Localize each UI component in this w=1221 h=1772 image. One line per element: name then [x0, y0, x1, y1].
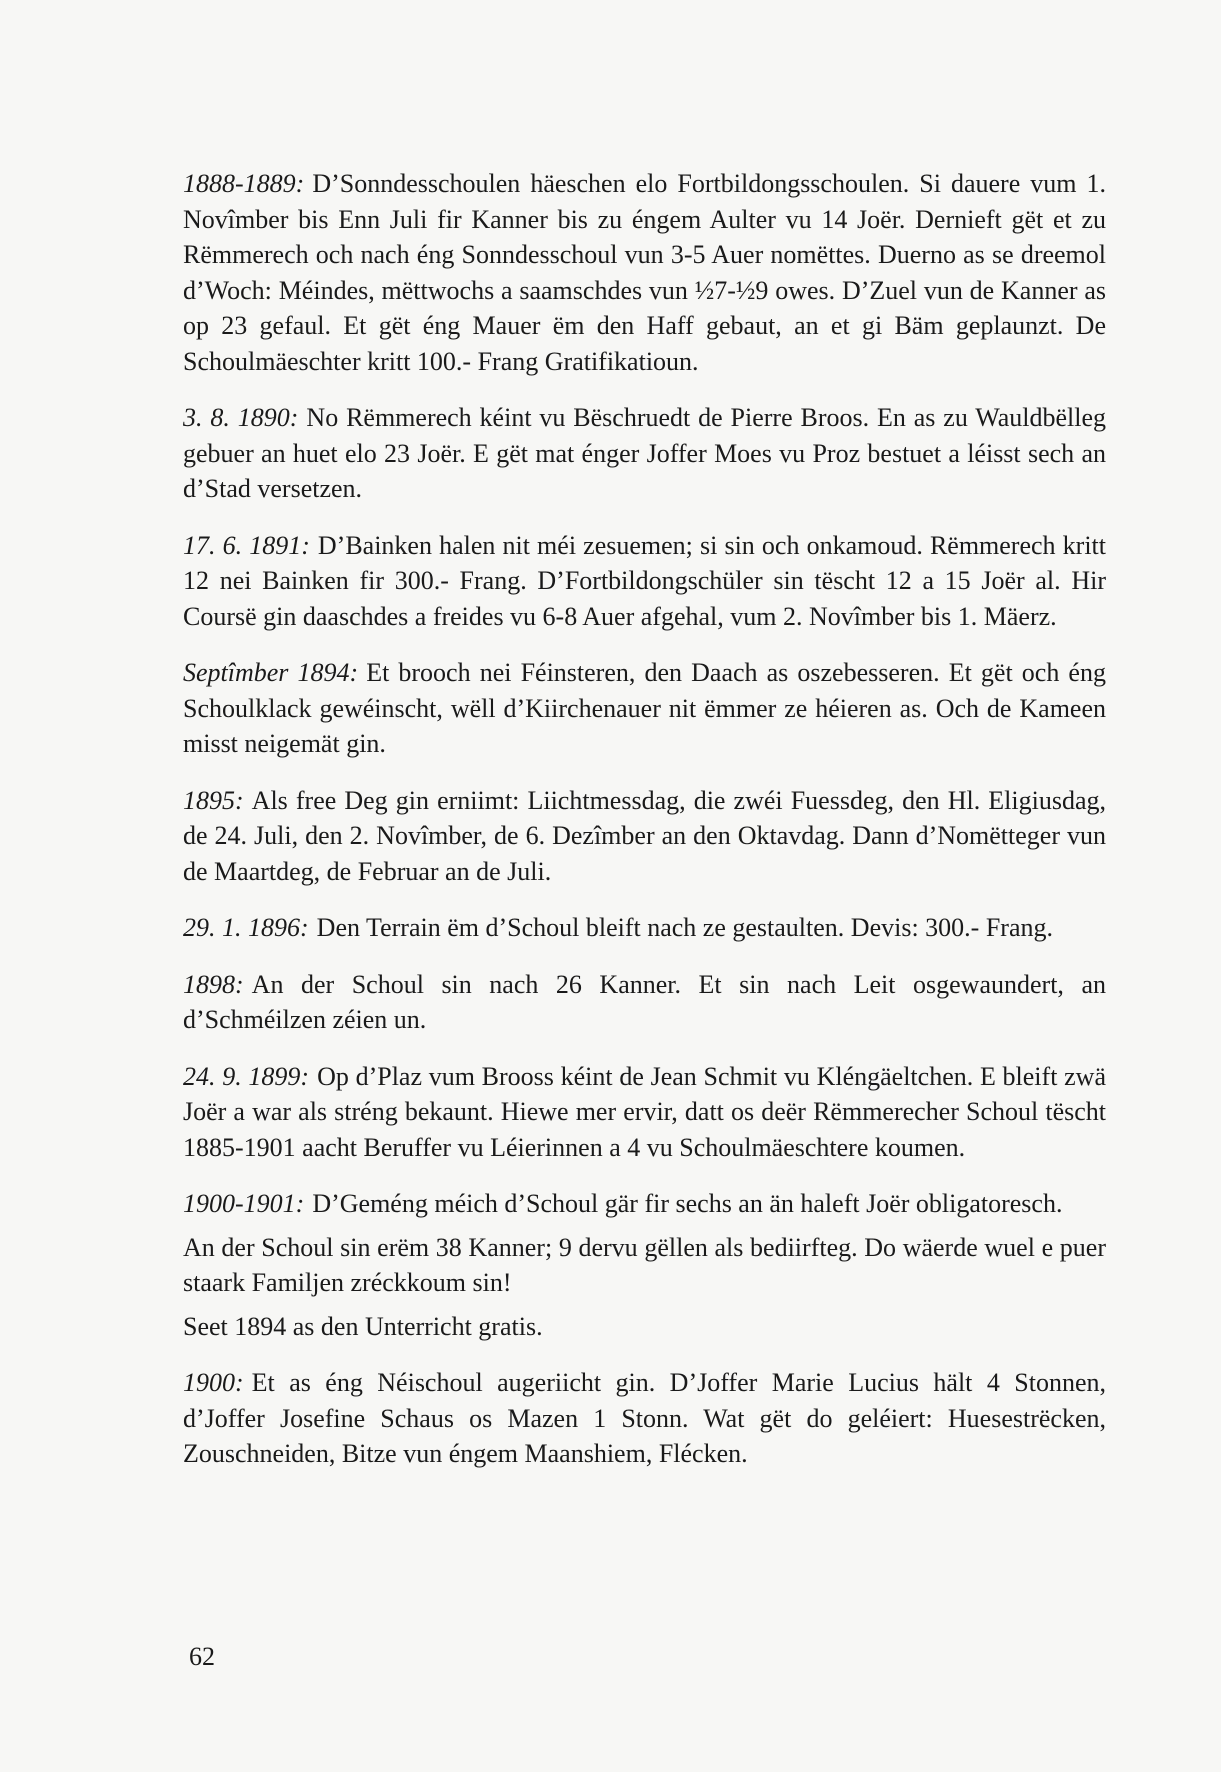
entry-date: Septîmber 1894: — [183, 658, 359, 687]
entry-continuation — [183, 1309, 1106, 1345]
entry-1898 — [183, 967, 1106, 1038]
entry-date: 1888-1889: — [183, 169, 305, 198]
entry-date: 1895: — [183, 785, 244, 815]
entry-date: 3. 8. 1890: — [183, 403, 299, 432]
entry-date: 29. 1. 1896: — [183, 913, 309, 942]
entry-date: 1898: — [183, 969, 244, 999]
entry-text: D’Geméng méich d’Schoul gär fir sechs an än haleft Joër obligatoresch. — [312, 1189, 1063, 1218]
entry-text: Als free Deg gin erniimt: Liichtmessdag, die zwéi Fuessdeg, den Hl. Eligiusdag, de 24. Juli, den 2. Novîmber, de 6. Dezîmber an den Oktavdag. Dann d’Nomëtteger vun de Maartdeg, de Februar an de Juli. — [183, 785, 1106, 886]
entry-1890 — [183, 400, 1106, 507]
entry-text: No Rëmmerech kéint vu Bëschruedt de Pierre Broos. En as zu Wauldbëlleg gebuer an huet elo 23 Joër. E gët mat énger Joffer Moes vu Proz bestuet a léisst sech an d’Stad versetzen. — [183, 403, 1106, 503]
entry-1895 — [183, 783, 1106, 890]
entry-1900-1901 — [183, 1186, 1106, 1222]
entry-1900 — [183, 1365, 1106, 1472]
entry-1891 — [183, 528, 1106, 635]
entry-text: Et as éng Néischoul augeriicht gin. D’Joffer Marie Lucius hält 4 Stonnen, d’Joffer Josefine Schaus os Mazen 1 Stonn. Wat gët do geléiert: Huesestrëcken, Zouschneiden, Bitze vun éngem Maanshiem, Flécken. — [183, 1368, 1106, 1468]
entry-text: Seet 1894 as den Unterricht gratis. — [183, 1311, 543, 1341]
entry-date: 17. 6. 1891: — [183, 530, 310, 560]
entry-1899 — [183, 1059, 1106, 1166]
entry-date: 1900-1901: — [183, 1189, 305, 1218]
page-number: 62 — [189, 1642, 215, 1671]
entry-text: An der Schoul sin nach 26 Kanner. Et sin nach Leit osgewaundert, an d’Schméilzen zéien un. — [183, 969, 1106, 1034]
entry-text: D’Sonndesschoulen häeschen elo Fortbildongsschoulen. Si dauere vum 1. Novîmber bis Enn Juli fir Kanner bis zu éngem Aulter vu 14 Joër. Dernieft gët et zu Rëmmerech och nach éng Sonndesschoul vun 3-5 Auer nomëttes. Duerno as se dreemol d’Woch: Méindes, mëttwochs a saamschdes vun ½7-½9 owes. D’Zuel vun de Kanner as op 23 gefaul. Et gët éng Mauer ëm den Haff gebaut, an et gi Bäm geplaunzt. De Schoulmäeschter kritt 100.- Frang Gratifikatioun. — [183, 169, 1106, 376]
entry-text: Op d’Plaz vum Brooss kéint de Jean Schmit vu Kléngäeltchen. E bleift zwä Joër a war als stréng bekaunt. Hiewe mer ervir, datt os deër Rëmmerecher Schoul tëscht 1885-1901 aacht Beruffer vu Léierinnen a 4 vu Schoulmäeschtere koumen. — [183, 1061, 1106, 1162]
entry-text: Den Terrain ëm d’Schoul bleift nach ze gestaulten. Devis: 300.- Frang. — [316, 913, 1053, 942]
entry-date: 1900: — [183, 1368, 244, 1397]
entry-1894 — [183, 655, 1106, 762]
chronicle-text — [183, 166, 1106, 1493]
entry-continuation — [183, 1230, 1106, 1301]
entry-date: 24. 9. 1899: — [183, 1061, 310, 1091]
entry-1896 — [183, 910, 1106, 946]
entry-text: Et brooch nei Féinsteren, den Daach as oszebesseren. Et gët och éng Schoulklack gewéinscht, wëll d’Kiirchenauer nit ëmmer ze héieren as. Och de Kameen misst neigemät gin. — [183, 658, 1106, 758]
entry-text: An der Schoul sin erëm 38 Kanner; 9 dervu gëllen als bediirfteg. Do wäerde wuel e puer staark Familjen zréckkoum sin! — [183, 1232, 1106, 1297]
entry-text: D’Bainken halen nit méi zesuemen; si sin och onkamoud. Rëmmerech kritt 12 nei Bainken fir 300.- Frang. D’Fortbildongschüler sin tëscht 12 a 15 Joër al. Hir Coursë gin daaschdes a freides vu 6-8 Auer afgehal, vum 2. Novîmber bis 1. Mäerz. — [183, 530, 1106, 631]
entry-1888-1889 — [183, 166, 1106, 379]
